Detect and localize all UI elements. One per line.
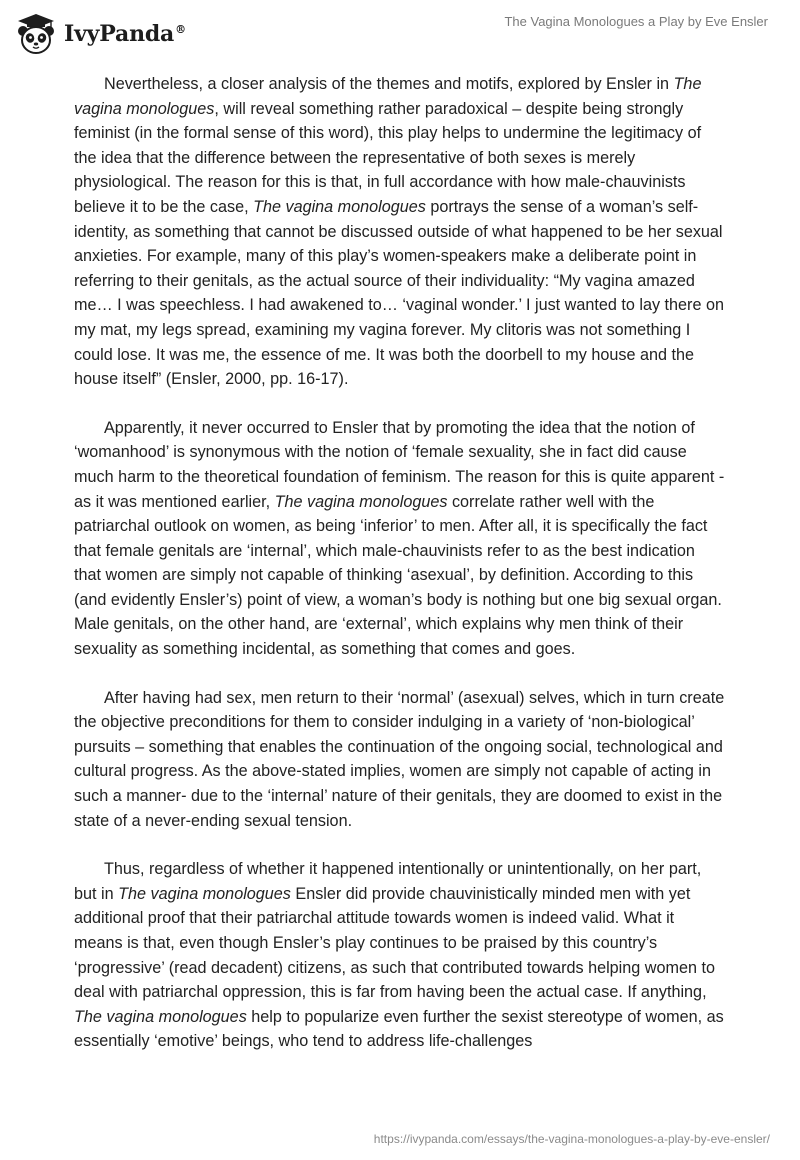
italic-title: The vagina monologues — [74, 1007, 247, 1026]
brand-name: IvyPanda® — [64, 21, 186, 47]
essay-paragraph — [74, 416, 726, 662]
panda-graduate-icon — [14, 12, 58, 56]
document-title: The Vagina Monologues a Play by Eve Ensler — [504, 14, 768, 29]
paragraph-text: After having had sex, men return to their ‘normal’ (asexual) selves, which in turn create the objective preconditions for them to consider indulging in a variety of ‘non-biological’ pursuits – something that enables the continuation of the ongoing social, technological and cultural progress. As the above-stated implies, women are simply not capable of acting in such a manner- due to the ‘internal’ nature of their genitals, they are doomed to exist in the state of a never-ending sexual tension. — [74, 688, 725, 830]
paragraph-text: Ensler did provide chauvinistically minded men with yet additional proof that their patriarchal attitude towards women is indeed valid. What it means is that, even though Ensler’s play continues to be praised by this country’s ‘progressive’ (read decadent) citizens, as such that contributed towards helping women to deal with patriarchal oppression, this is far from having been the actual case. If anything, — [74, 884, 715, 1002]
italic-title: The vagina monologues — [74, 75, 702, 118]
page-header — [0, 0, 800, 70]
source-url[interactable]: https://ivypanda.com/essays/the-vagina-monologues-a-play-by-eve-ensler/ — [373, 1132, 770, 1146]
italic-title: The vagina monologues — [118, 884, 291, 903]
paragraph-text: correlate rather well with the patriarchal outlook on women, as being ‘inferior’ to men. After all, it is specifically the fact that female genitals are ‘internal’, which male-chauvinists refer to as the best indication that women are simply not capable of thinking ‘asexual’, by definition. According to this (and evidently Ensler’s) point of view, a woman’s body is nothing but one big sexual organ. Male genitals, on the other hand, are ‘external’, which explains why men think of their sexuality as something incidental, as something that comes and goes. — [74, 492, 722, 659]
essay-paragraph — [74, 686, 726, 834]
paragraph-text: Thus, regardless of whether it happened intentionally or unintentionally, on her part, but in — [74, 860, 702, 903]
italic-title: The vagina monologues — [274, 492, 448, 511]
paragraph-text: Apparently, it never occurred to Ensler that by promoting the idea that the notion of ‘womanhood’ is synonymous with the notion of ‘female sexuality, she in fact did cause much harm to the theoretical foundation of feminism. The reason for this is quite apparent - as it was mentioned earlier, — [74, 418, 725, 511]
paragraph-text: , will reveal something rather paradoxical – despite being strongly feminist (in the formal sense of this word), this play helps to undermine the legitimacy of the idea that the difference between the representative of both sexes is merely physiological. The reason for this is that, in full accordance with how male-chauvinists believe it to be the case, — [74, 99, 702, 216]
paragraph-text: Nevertheless, a closer analysis of the themes and motifs, explored by Ensler in — [104, 75, 674, 93]
essay-paragraph — [74, 72, 726, 392]
registered-mark: ® — [175, 22, 186, 36]
italic-title: The vagina monologues — [253, 197, 426, 216]
ivypanda-logo[interactable] — [14, 12, 186, 56]
essay-body — [74, 72, 726, 1078]
paragraph-text: portrays the sense of a woman’s self-identity, as something that cannot be discussed outside of what happened to be her sexual anxieties. For example, many of this play’s women-speakers make a deliberate point in referring to their genitals, as the actual source of their individuality: “My vagina amazed me… I was speechless. I had awakened to… ‘vaginal wonder.’ I just wanted to lay there on my mat, my legs spread, examining my vagina forever. My clitoris was not something I could lose. It was me, the essence of me. It was both the doorbell to my house and the house itself” (Ensler, 2000, pp. 16-17). — [74, 197, 724, 389]
essay-paragraph — [74, 857, 726, 1054]
paragraph-text: help to popularize even further the sexist stereotype of women, as essentially ‘emotive’ beings, who tend to address life-challenges — [74, 1007, 724, 1051]
